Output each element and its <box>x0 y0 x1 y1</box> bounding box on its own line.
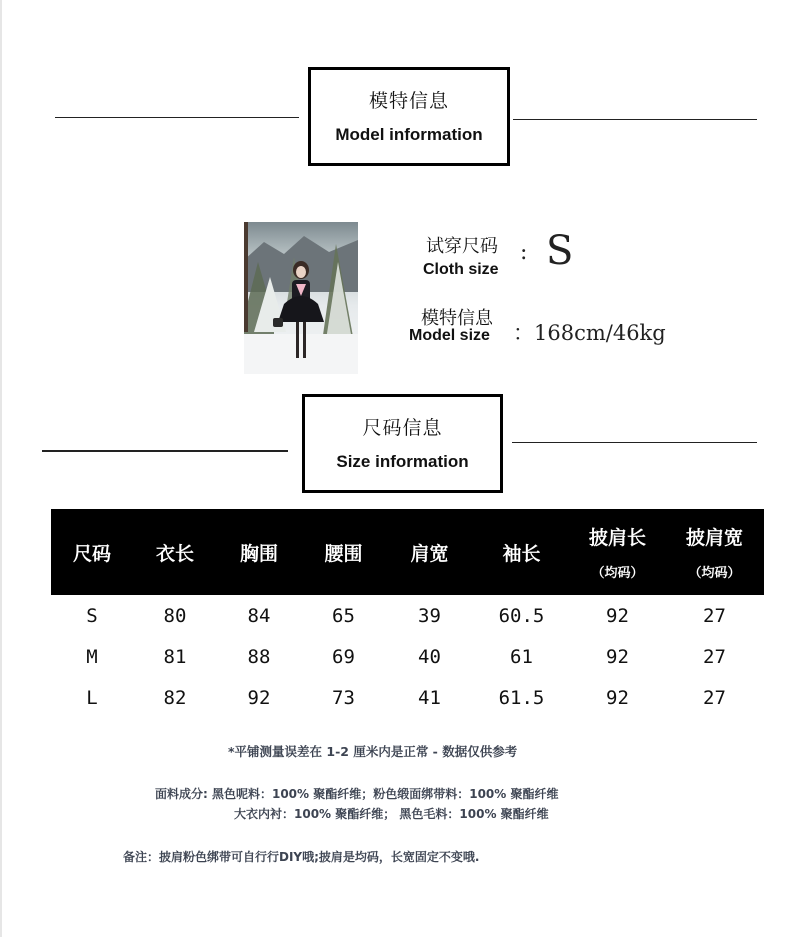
table-cell: 41 <box>418 686 441 709</box>
divider-right-size <box>512 442 757 443</box>
page-edge <box>0 0 2 937</box>
table-cell: 81 <box>163 645 187 668</box>
table-cell: 88 <box>247 645 271 668</box>
table-cell: M <box>86 645 98 668</box>
table-cell: 40 <box>418 645 441 668</box>
header-shawl-width: 披肩宽 （均码） <box>665 509 764 595</box>
table-cell: 60.5 <box>498 604 545 627</box>
model-photo-illustration <box>244 222 358 374</box>
header-shawl-length: 披肩长 （均码） <box>570 509 665 595</box>
table-cell: 27 <box>703 686 726 709</box>
size-table <box>51 509 764 718</box>
divider-right-model <box>513 119 757 120</box>
table-cell: 61 <box>510 645 533 668</box>
model-size-label-en: Model size <box>409 327 490 344</box>
cloth-size-colon: : <box>520 240 528 265</box>
table-row <box>51 677 764 718</box>
table-cell: 27 <box>703 645 726 668</box>
divider-left-model <box>55 117 299 118</box>
header-size: 尺码 <box>51 509 133 595</box>
measurement-note: *平铺测量误差在 1-2 厘米内是正常 - 数据仅供参考 <box>228 744 518 759</box>
cloth-size-label-en: Cloth size <box>423 261 499 278</box>
table-cell: 84 <box>247 604 271 627</box>
size-info-title-box <box>302 394 503 493</box>
table-cell: 92 <box>606 604 629 627</box>
model-size-label-cn: 模特信息 <box>421 308 493 329</box>
table-cell: 69 <box>332 645 355 668</box>
table-cell: 92 <box>247 686 271 709</box>
header-length: 衣长 <box>133 509 217 595</box>
remark-note: 备注：披肩粉色绑带可自行行DIY哦;披肩是均码，长宽固定不变哦. <box>123 850 480 864</box>
table-cell: 27 <box>703 604 726 627</box>
table-cell: 65 <box>332 604 355 627</box>
table-cell: L <box>86 686 98 709</box>
table-cell: S <box>86 604 98 627</box>
model-info-title-en: Model information <box>335 125 483 144</box>
header-bust: 胸围 <box>217 509 301 595</box>
table-cell: 92 <box>606 645 629 668</box>
table-row <box>51 636 764 677</box>
model-info-title-cn: 模特信息 <box>368 90 449 112</box>
table-cell: 92 <box>606 686 629 709</box>
table-cell: 82 <box>163 686 187 709</box>
header-waist: 腰围 <box>301 509 386 595</box>
fabric-composition-line2: 大衣内衬：100% 聚酯纤维； 黑色毛料：100% 聚酯纤维 <box>234 807 549 821</box>
size-info-title-cn: 尺码信息 <box>362 417 443 439</box>
header-sleeve: 袖长 <box>473 509 570 595</box>
table-cell: 39 <box>418 604 441 627</box>
cloth-size-label-cn: 试穿尺码 <box>426 236 498 257</box>
divider-left-size <box>42 450 288 452</box>
model-photo <box>244 222 358 374</box>
table-cell: 61.5 <box>498 686 545 709</box>
size-info-title-en: Size information <box>336 452 469 471</box>
size-table-header-row <box>51 509 764 595</box>
fabric-composition-line1: 面料成分: 黑色呢料：100% 聚酯纤维；粉色缎面绑带料：100% 聚酯纤维 <box>155 787 559 801</box>
model-info-title-box <box>308 67 510 166</box>
table-cell: 73 <box>332 686 355 709</box>
header-shoulder: 肩宽 <box>386 509 473 595</box>
cloth-size-value: S <box>546 228 574 274</box>
table-cell: 80 <box>163 604 187 627</box>
model-size-value: ：168cm/46kg <box>513 321 666 345</box>
table-row <box>51 595 764 636</box>
